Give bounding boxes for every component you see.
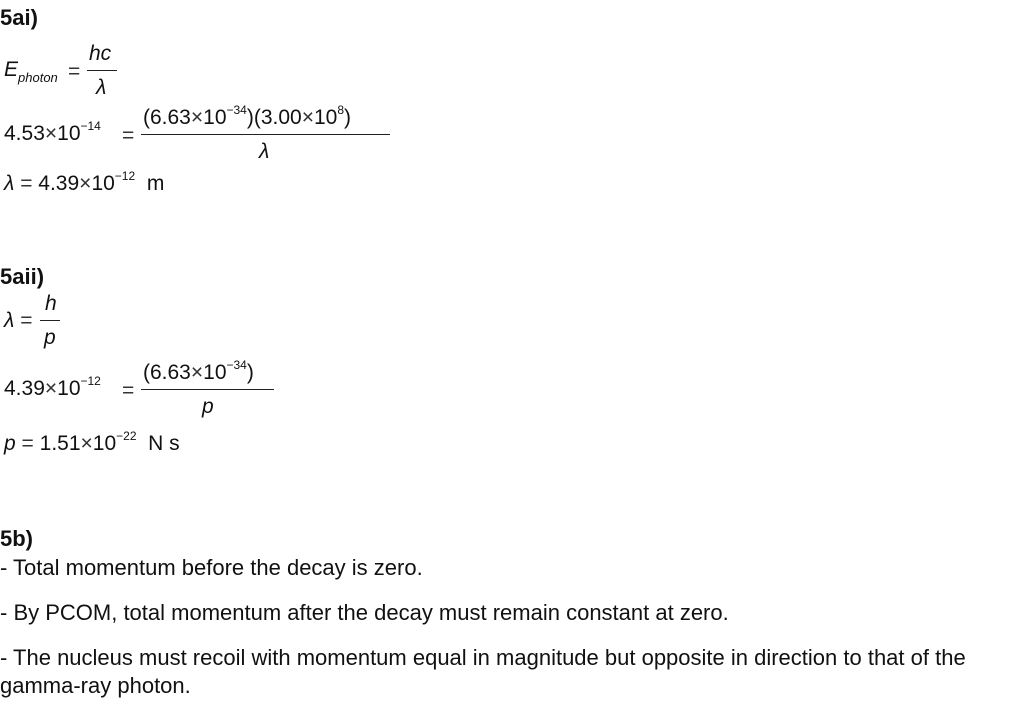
planck-mantissa: (6.63 xyxy=(143,106,191,129)
denominator-lambda: λ xyxy=(259,140,270,163)
result-exponent: −12 xyxy=(114,169,136,183)
times-sign: × xyxy=(190,361,204,384)
paragraph-line: gamma-ray photon. xyxy=(0,673,191,698)
equals-sign: = xyxy=(20,172,33,195)
equation-momentum-result xyxy=(4,429,180,456)
equals-sign: = xyxy=(21,432,34,455)
equation-energy-photon xyxy=(4,58,58,85)
unit-newton-second: N s xyxy=(148,432,180,455)
numerator-h: h xyxy=(45,292,57,315)
momentum-symbol: p xyxy=(4,432,16,455)
paragraph-line: - Total momentum before the decay is zero. xyxy=(0,555,423,580)
close-paren: ) xyxy=(246,361,254,384)
lhs-mantissa: 4.53 xyxy=(4,122,45,145)
speed-mantissa: )(3.00 xyxy=(246,106,302,129)
planck-mantissa: (6.63 xyxy=(143,361,191,384)
times-sign: × xyxy=(79,172,92,195)
fraction-bar xyxy=(40,320,60,321)
paragraph-line: - By PCOM, total momentum after the decay must remain constant at zero. xyxy=(0,600,729,625)
base-ten: 10 xyxy=(203,361,227,384)
equals-sign: = xyxy=(20,309,33,332)
base-ten: 10 xyxy=(91,172,115,195)
times-sign: × xyxy=(190,106,204,129)
result-exponent: −22 xyxy=(116,429,137,443)
equals-sign: = xyxy=(68,60,81,83)
times-sign: × xyxy=(80,432,93,455)
numerator-hc-values xyxy=(143,103,352,130)
fraction-bar xyxy=(87,70,117,71)
base-ten: 10 xyxy=(313,106,338,129)
heading-5aii: 5aii) xyxy=(0,264,45,289)
lhs-exponent: −14 xyxy=(80,119,101,133)
heading-5ai: 5ai) xyxy=(0,5,38,30)
lhs-exponent: −12 xyxy=(80,374,101,388)
close-paren: ) xyxy=(344,106,352,129)
denominator-p: p xyxy=(44,326,56,349)
heading-5b: 5b) xyxy=(0,526,33,551)
lhs-mantissa: 4.39 xyxy=(4,377,45,400)
fraction-bar xyxy=(141,134,390,135)
unit-metre: m xyxy=(146,172,165,195)
base-ten: 10 xyxy=(57,377,81,400)
fraction-bar xyxy=(141,389,274,390)
equation-de-broglie xyxy=(4,309,32,333)
lambda-symbol: λ xyxy=(4,309,15,332)
equation-wavelength-value xyxy=(4,374,101,401)
equals-sign: = xyxy=(122,379,135,402)
result-mantissa: 1.51 xyxy=(39,432,81,455)
paragraph-line: - The nucleus must recoil with momentum equal in magnitude but opposite in direction to that of the xyxy=(0,645,966,670)
equation-wavelength-result xyxy=(4,169,165,196)
base-ten: 10 xyxy=(92,432,117,455)
speed-exponent: 8 xyxy=(337,103,345,117)
numerator-hc: hc xyxy=(89,42,112,65)
numerator-planck xyxy=(143,358,254,385)
denominator-p: p xyxy=(202,395,214,418)
planck-exponent: −34 xyxy=(226,358,247,372)
energy-symbol: E xyxy=(4,58,19,81)
times-sign: × xyxy=(301,106,314,129)
denominator-lambda: λ xyxy=(96,76,107,99)
times-sign: × xyxy=(44,122,58,145)
equation-energy-value xyxy=(4,119,101,146)
times-sign: × xyxy=(44,377,58,400)
result-mantissa: 4.39 xyxy=(38,172,80,195)
base-ten: 10 xyxy=(57,122,81,145)
planck-exponent: −34 xyxy=(226,103,247,117)
equals-sign: = xyxy=(122,124,135,147)
lambda-symbol: λ xyxy=(4,172,15,195)
base-ten: 10 xyxy=(203,106,227,129)
photon-subscript: photon xyxy=(18,70,58,85)
